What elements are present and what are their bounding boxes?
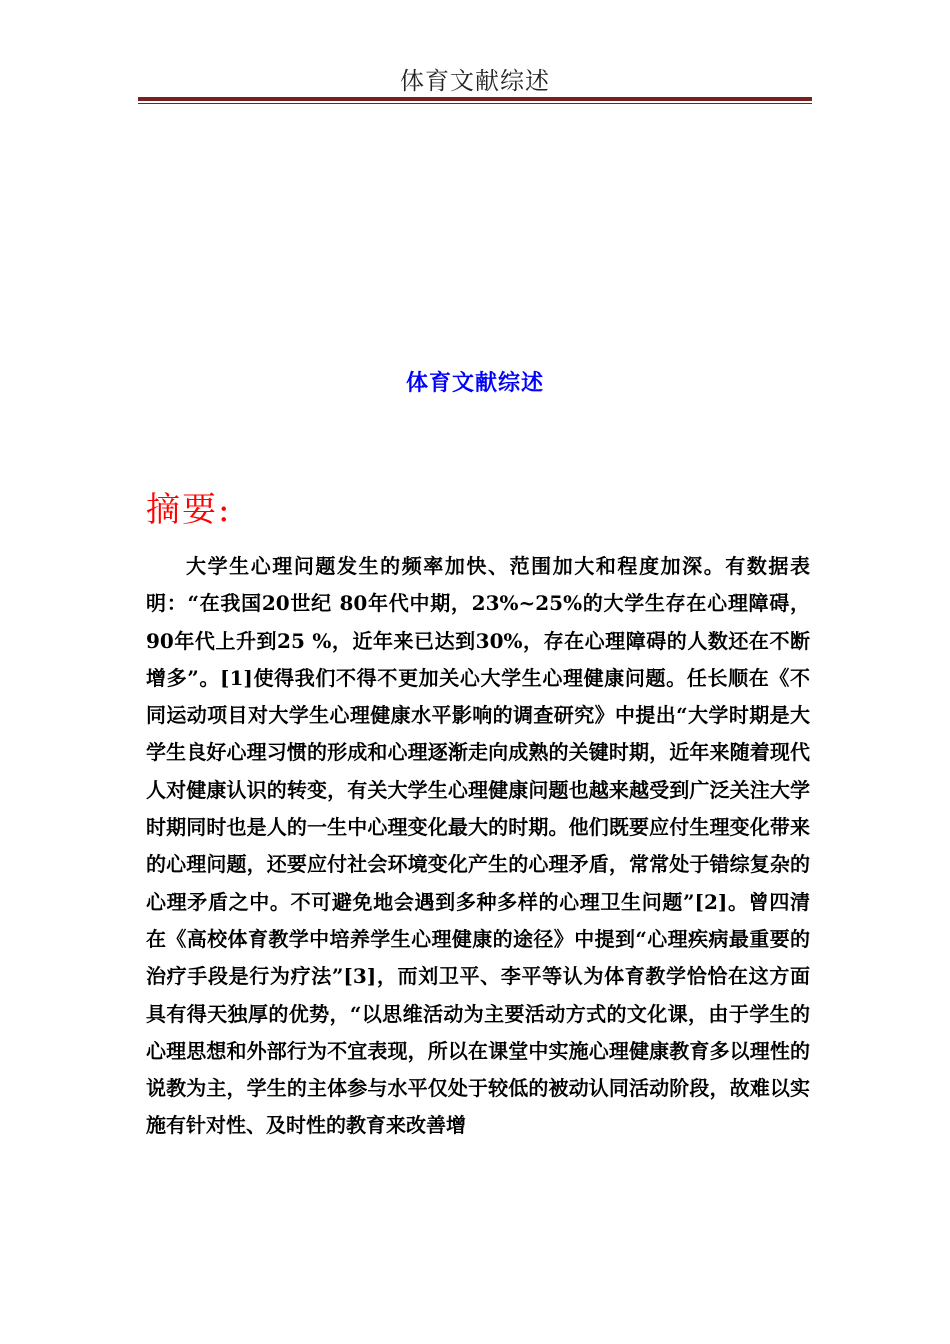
header-title: 体育文献综述 bbox=[400, 67, 550, 95]
abstract-body: 大学生心理问题发生的频率加快、范围加大和程度加深。有数据表明：“在我国20世纪 80年代中期，23%~25%的大学生存在心理障碍，90年代上升到25 %，近年来已达到30%，存在心理障碍的人数还在不断增多”。[1]使得我们不得不更加关心大学生心理健康问题。任长顺在《不同运动项目对大学生心理健康水平影响的调查研究》中提出“大学时期是大学生良好心理习惯的形成和心理逐渐走向成熟的关键时期，近年来随着现代人对健康认识的转变，有关大学生心理健康问题也越来越受到广泛关注大学时期同时也是人的一生中心理变化最大的时期。他们既要应付生理变化带来的心理问题，还要应付社会环境变化产生的心理矛盾，常常处于错综复杂的心理矛盾之中。不可避免地会遇到多种多样的心理卫生问题”[2]。曾四清在《高校体育教学中培养学生心理健康的途径》中提到“心理疾病最重要的治疗手段是行为疗法”[3]，而刘卫平、李平等认为体育教学恰恰在这方面具有得天独厚的优势，“以思维活动为主要活动方式的文化课，由于学生的心理思想和外部行为不宜表现，所以在课堂中实施心理健康教育多以理性的说教为主，学生的主体参与水平仅处于较低的被动认同活动阶段，故难以实施有针对性、及时性的教育来改善增 bbox=[146, 554, 810, 1138]
page-header bbox=[138, 62, 812, 106]
header-rule-thick bbox=[138, 97, 812, 101]
document-title: 体育文献综述 bbox=[405, 371, 544, 396]
abstract-heading: 摘要: bbox=[146, 490, 232, 530]
header-rule-thin bbox=[138, 103, 812, 104]
